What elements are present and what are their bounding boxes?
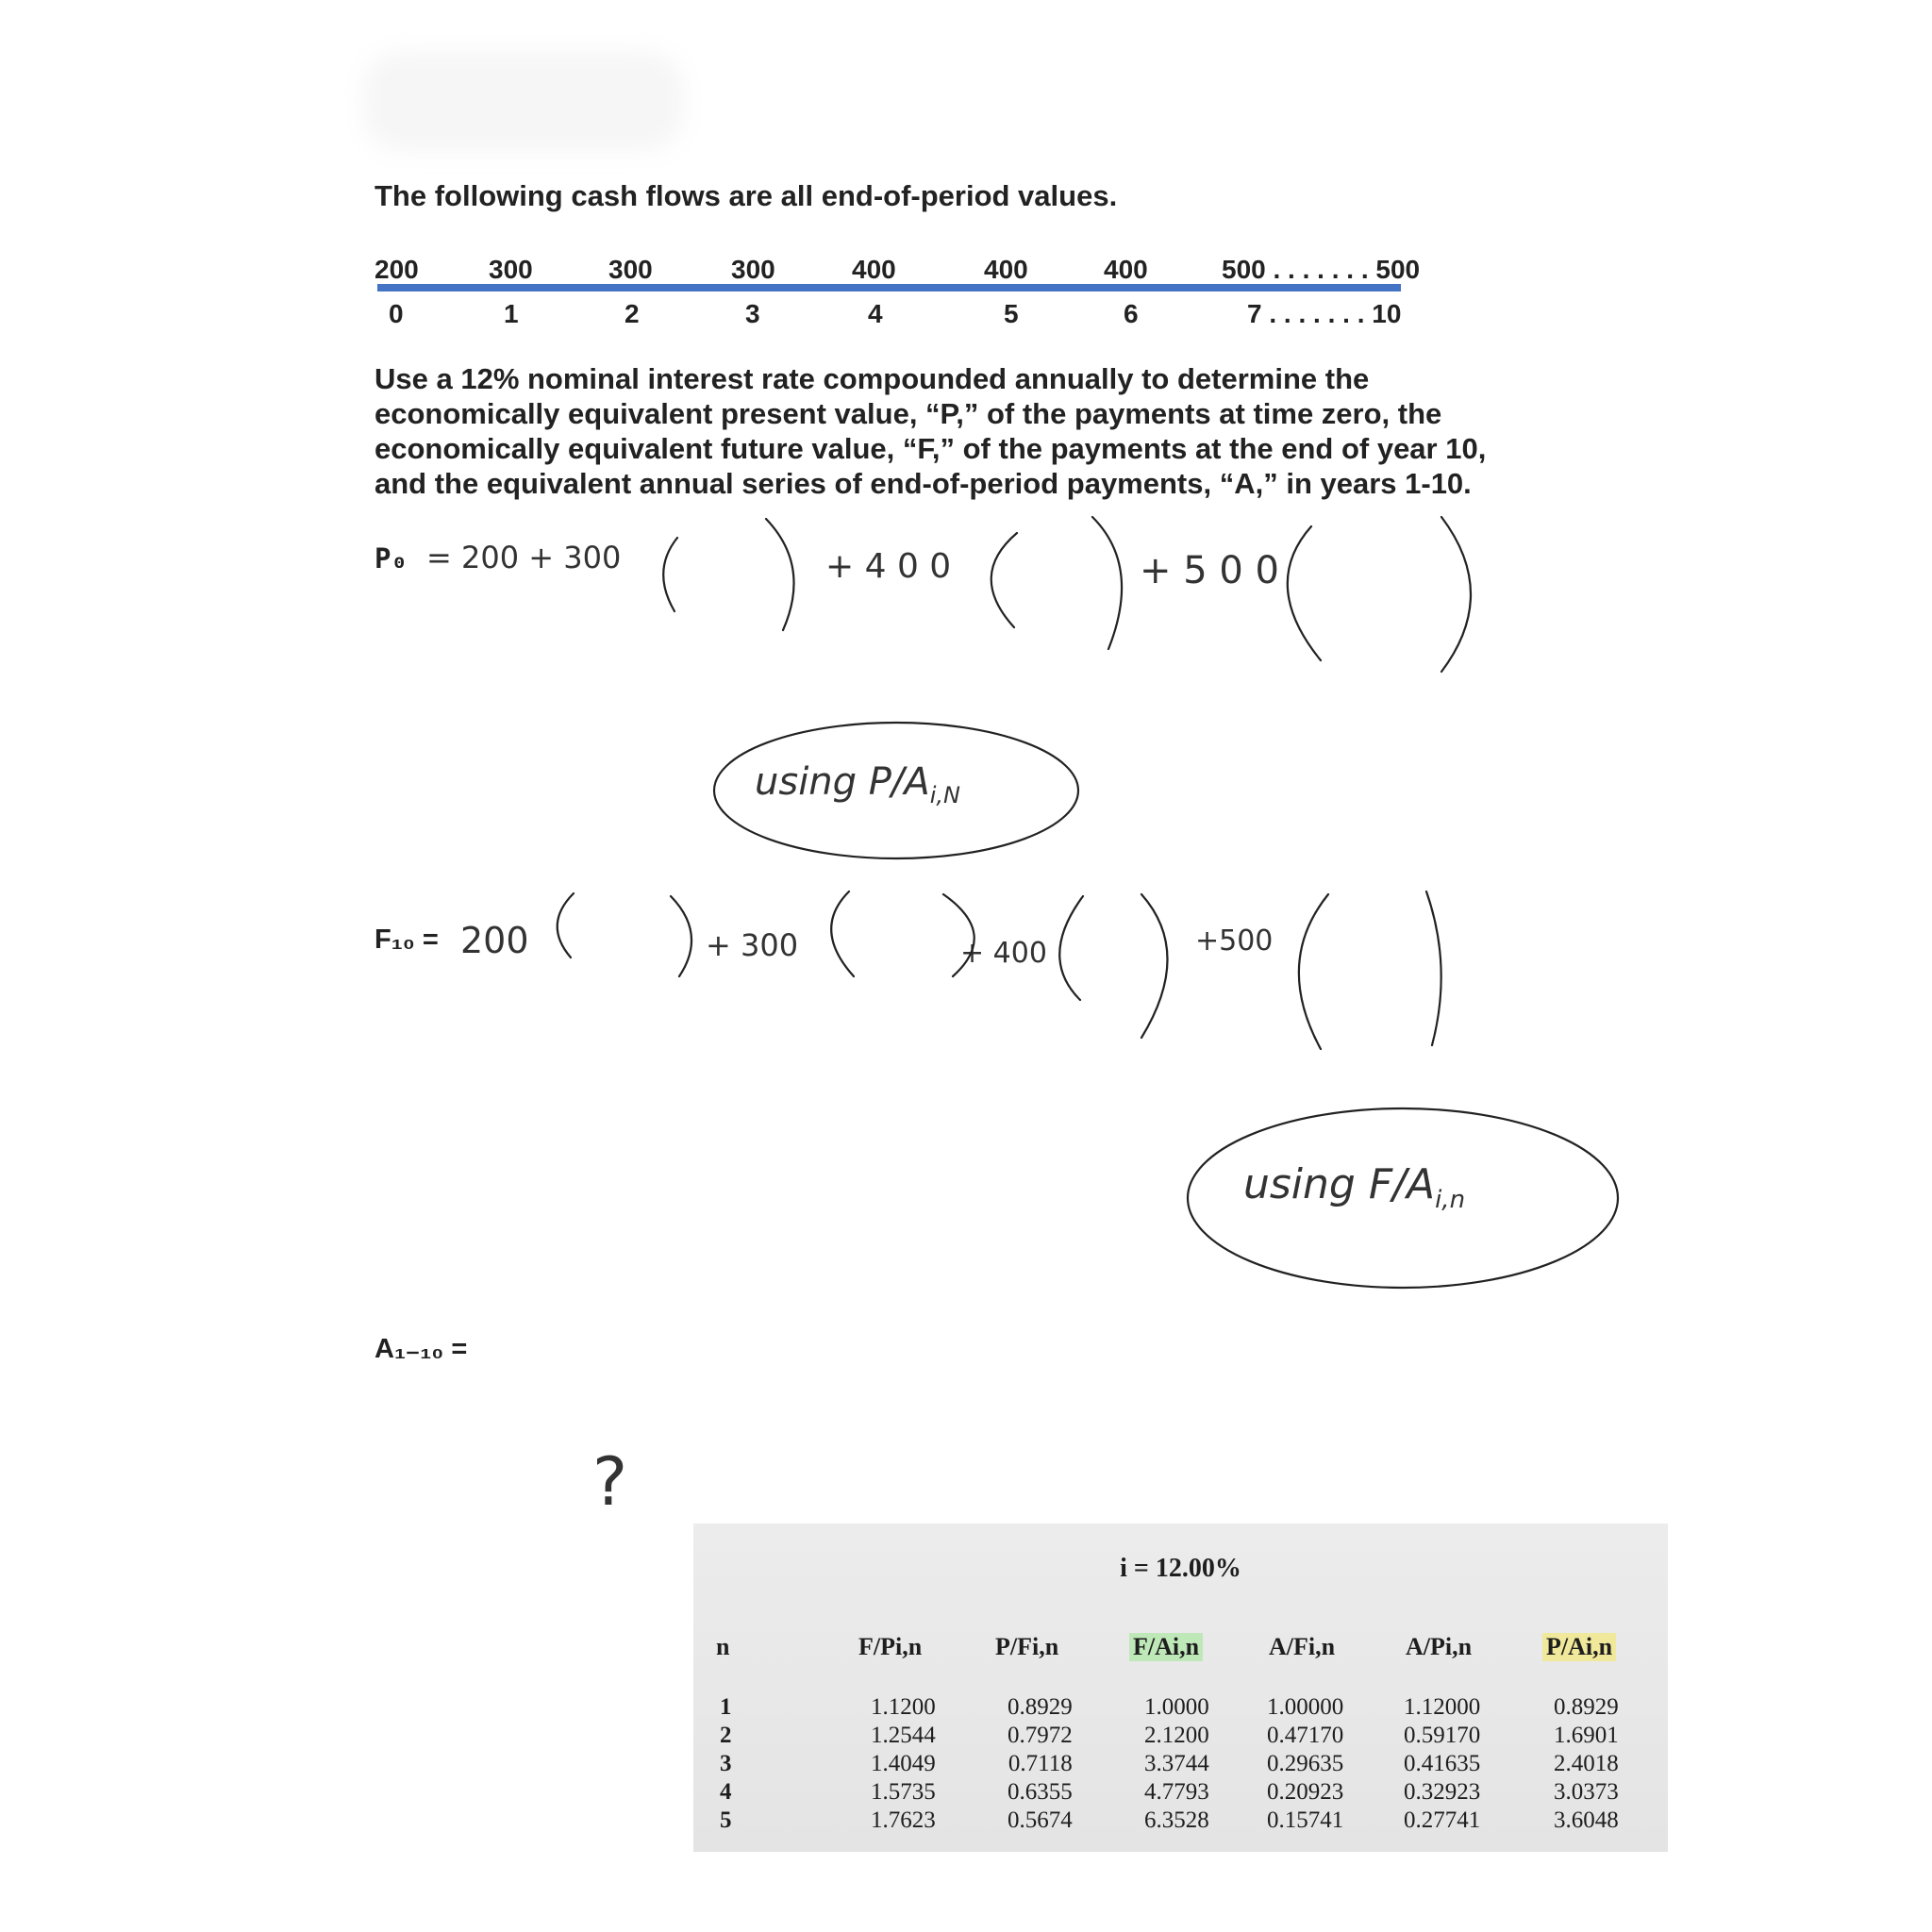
cash-flow-value: 300 bbox=[489, 255, 533, 284]
p-term-500: + 5 0 0 bbox=[1140, 549, 1280, 592]
table-header: F/Ai,n bbox=[1129, 1633, 1203, 1661]
period-label: 4 bbox=[868, 299, 883, 328]
table-header: A/Fi,n bbox=[1269, 1633, 1336, 1660]
paren-close bbox=[1426, 891, 1441, 1045]
circle-note-p bbox=[714, 723, 1078, 858]
cash-flow-value: 400 bbox=[852, 255, 896, 284]
period-label: 0 bbox=[389, 299, 404, 328]
table-header: F/Pi,n bbox=[858, 1633, 923, 1660]
f-label: F₁₀ = bbox=[375, 924, 439, 955]
p-equation-start: = 200 + 300 bbox=[426, 540, 622, 575]
paren-close bbox=[1092, 517, 1122, 649]
column-n: 1 2 3 4 5 bbox=[720, 1694, 732, 1833]
column-fa: 1.0000 2.1200 3.3744 4.7793 6.3528 bbox=[1144, 1694, 1209, 1833]
column-af: 1.00000 0.47170 0.29635 0.20923 0.15741 bbox=[1267, 1694, 1344, 1833]
f-term-200: 200 bbox=[460, 920, 529, 961]
cash-flow-value: 500 . . . . . . . 500 bbox=[1222, 255, 1421, 284]
note-using-fa: using $F/A_{i,n}$ bbox=[1243, 1160, 1466, 1214]
cash-flow-value: 300 bbox=[608, 255, 653, 284]
cash-flow-value: 400 bbox=[1104, 255, 1148, 284]
paren-open bbox=[663, 538, 677, 611]
p-term-400: + 4 0 0 bbox=[825, 547, 952, 586]
period-label: 2 bbox=[625, 299, 640, 328]
a-label: A₁₋₁₀ = bbox=[375, 1334, 468, 1364]
paren-open bbox=[558, 893, 574, 958]
paren-open bbox=[1299, 894, 1328, 1049]
column-ap: 1.12000 0.59170 0.41635 0.32923 0.27741 bbox=[1404, 1694, 1481, 1833]
circle-note-f bbox=[1188, 1108, 1618, 1288]
paren-close bbox=[943, 894, 974, 976]
paren-close bbox=[766, 519, 794, 630]
paren-close bbox=[1141, 894, 1168, 1038]
question-text: Use a 12% nominal interest rate compounded annually to determine the economically equivalent present value, “P,” of the payments at time zero, the economically equivalent future value, “F,” of the payments at the end of year 10, and the equivalent annual series of end-of-period payments, “A,” in years 1-10. bbox=[375, 362, 1487, 500]
period-label: 5 bbox=[1004, 299, 1019, 328]
period-label: 7 . . . . . . . 10 bbox=[1247, 299, 1402, 328]
f-term-300: + 300 bbox=[706, 927, 799, 963]
column-pf: 0.8929 0.7972 0.7118 0.6355 0.5674 bbox=[1008, 1694, 1073, 1833]
paren-open bbox=[831, 891, 854, 976]
table-header: A/Pi,n bbox=[1406, 1633, 1473, 1660]
paren-open bbox=[1288, 526, 1321, 660]
period-label: 6 bbox=[1124, 299, 1139, 328]
f-term-400: + 400 bbox=[960, 937, 1047, 970]
cash-flow-value: 300 bbox=[731, 255, 775, 284]
paren-open bbox=[991, 533, 1017, 627]
paren-close bbox=[671, 896, 691, 976]
f-term-500: +500 bbox=[1195, 924, 1274, 958]
table-title: i = 12.00% bbox=[1120, 1554, 1241, 1583]
period-label: 3 bbox=[745, 299, 760, 328]
note-using-pa: using $P/A_{i,N}$ bbox=[755, 760, 960, 808]
paren-open bbox=[1059, 896, 1083, 1000]
question-mark: ? bbox=[592, 1443, 628, 1521]
p-label: P₀ bbox=[375, 542, 408, 575]
intro-text: The following cash flows are all end-of-period values. bbox=[375, 179, 1118, 212]
period-label: 1 bbox=[504, 299, 519, 328]
column-fp: 1.1200 1.2544 1.4049 1.5735 1.7623 bbox=[871, 1694, 936, 1833]
interest-factor-table bbox=[693, 1524, 1668, 1852]
table-header: n bbox=[716, 1633, 730, 1660]
cash-flow-value: 400 bbox=[984, 255, 1028, 284]
table-header: P/Fi,n bbox=[995, 1633, 1059, 1660]
column-pa: 0.8929 1.6901 2.4018 3.0373 3.6048 bbox=[1554, 1694, 1619, 1833]
paren-close bbox=[1441, 517, 1471, 672]
table-header: P/Ai,n bbox=[1542, 1633, 1616, 1661]
cash-flow-value: 200 bbox=[375, 255, 419, 284]
